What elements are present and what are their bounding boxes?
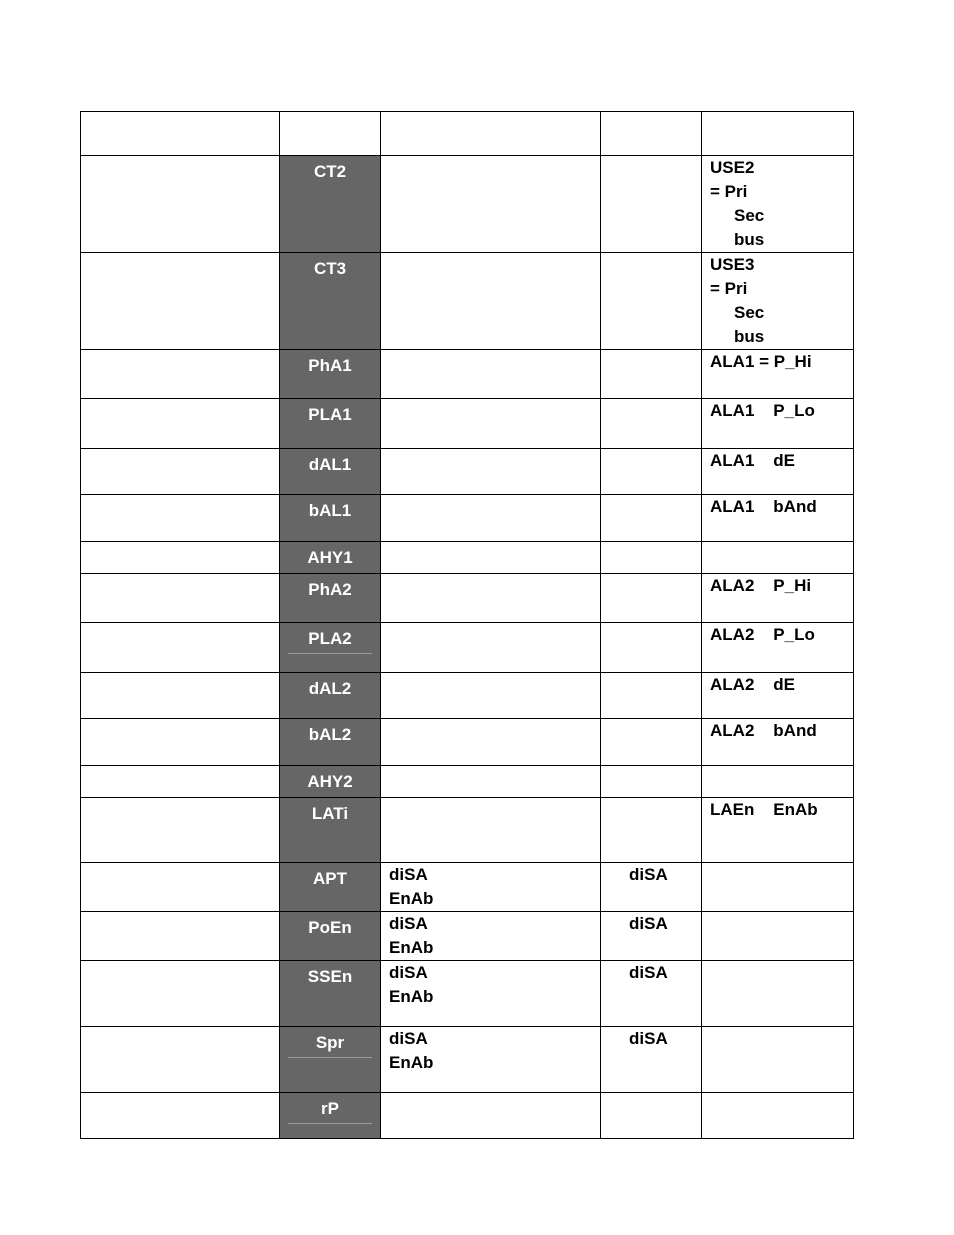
parameter-code-cell [280, 719, 381, 766]
parameter-code: PhA1 [308, 356, 352, 375]
range-cell [381, 156, 601, 253]
visibility-line: = Pri [710, 279, 748, 298]
parameter-code-cell [280, 495, 381, 542]
parameter-code: SSEn [307, 967, 353, 986]
table-row [81, 495, 854, 542]
range-cell [381, 719, 601, 766]
table-row [81, 912, 854, 961]
default-cell [601, 1093, 702, 1139]
visibility-line: ALA2 dE [710, 675, 796, 694]
header-cell-4 [601, 112, 702, 156]
range-option: diSA [389, 914, 428, 933]
table-header-row [81, 112, 854, 156]
default-cell [601, 574, 702, 623]
visibility-line: = Pri [710, 182, 748, 201]
table-row [81, 623, 854, 673]
table-row [81, 673, 854, 719]
table-row [81, 863, 854, 912]
code-underline [288, 653, 372, 654]
visibility-line: Sec [734, 303, 765, 322]
description-cell [81, 449, 280, 495]
table-row [81, 350, 854, 399]
table-row [81, 798, 854, 863]
visibility-line: ALA1 bAnd [710, 497, 817, 516]
description-cell [81, 156, 280, 253]
table-row [81, 719, 854, 766]
default-cell [601, 766, 702, 798]
table-row [81, 1027, 854, 1093]
visibility-cell [702, 574, 854, 623]
visibility-cell [702, 449, 854, 495]
visibility-cell [702, 1027, 854, 1093]
description-cell [81, 673, 280, 719]
default-cell [601, 399, 702, 449]
default-cell [601, 449, 702, 495]
range-option: EnAb [389, 938, 434, 957]
range-cell [381, 961, 601, 1027]
parameter-code-cell [280, 798, 381, 863]
range-option: diSA [389, 963, 428, 982]
parameter-code-cell [280, 156, 381, 253]
description-cell [81, 1027, 280, 1093]
parameter-code-cell [280, 399, 381, 449]
default-cell [601, 961, 702, 1027]
parameter-code-cell [280, 542, 381, 574]
visibility-cell [702, 156, 854, 253]
default-cell [601, 719, 702, 766]
range-option: diSA [389, 1029, 428, 1048]
visibility-cell [702, 399, 854, 449]
visibility-line: ALA1 dE [710, 451, 796, 470]
visibility-cell [702, 253, 854, 350]
visibility-line: LAEn EnAb [710, 800, 818, 819]
range-cell [381, 912, 601, 961]
visibility-line: Sec [734, 206, 765, 225]
default-cell [601, 253, 702, 350]
default-cell [601, 156, 702, 253]
parameter-code-cell [280, 574, 381, 623]
table-row [81, 542, 854, 574]
parameter-code: LATi [311, 804, 349, 823]
parameter-code: PhA2 [308, 580, 352, 599]
visibility-line: USE3 [710, 255, 755, 274]
parameter-code: Spr [315, 1033, 345, 1052]
parameter-table [80, 111, 854, 1139]
visibility-cell [702, 766, 854, 798]
description-cell [81, 253, 280, 350]
range-cell [381, 1093, 601, 1139]
range-cell [381, 253, 601, 350]
default-cell [601, 798, 702, 863]
range-cell [381, 449, 601, 495]
parameter-code-cell [280, 449, 381, 495]
visibility-cell [702, 350, 854, 399]
range-cell [381, 623, 601, 673]
parameter-code-cell [280, 912, 381, 961]
parameter-code: rP [321, 1099, 339, 1118]
parameter-code-cell [280, 253, 381, 350]
description-cell [81, 623, 280, 673]
code-underline [288, 1123, 372, 1124]
parameter-code: dAL2 [308, 679, 352, 698]
range-option: EnAb [389, 889, 434, 908]
description-cell [81, 350, 280, 399]
parameter-code: PLA1 [308, 405, 352, 424]
description-cell [81, 912, 280, 961]
visibility-cell [702, 673, 854, 719]
parameter-code: CT2 [313, 162, 347, 181]
table-row [81, 574, 854, 623]
default-cell [601, 673, 702, 719]
visibility-line: bus [734, 327, 765, 346]
visibility-cell [702, 623, 854, 673]
description-cell [81, 542, 280, 574]
code-underline [288, 1057, 372, 1058]
parameter-code: AHY2 [307, 772, 353, 791]
range-cell [381, 574, 601, 623]
range-cell [381, 542, 601, 574]
parameter-code-cell [280, 623, 381, 673]
parameter-code-cell [280, 766, 381, 798]
default-cell [601, 863, 702, 912]
table-row [81, 961, 854, 1027]
parameter-code-cell [280, 350, 381, 399]
parameter-code: PLA2 [308, 629, 352, 648]
parameter-code: bAL2 [308, 725, 352, 744]
parameter-code-cell [280, 1027, 381, 1093]
range-cell [381, 350, 601, 399]
visibility-cell [702, 495, 854, 542]
visibility-line: USE2 [710, 158, 755, 177]
header-cell-3 [381, 112, 601, 156]
description-cell [81, 961, 280, 1027]
parameter-code: APT [313, 869, 347, 888]
description-cell [81, 719, 280, 766]
visibility-line: ALA2 P_Hi [710, 576, 812, 595]
default-cell [601, 495, 702, 542]
default-cell [601, 350, 702, 399]
table-row [81, 1093, 854, 1139]
visibility-cell [702, 719, 854, 766]
parameter-code-cell [280, 1093, 381, 1139]
default-cell [601, 1027, 702, 1093]
range-cell [381, 1027, 601, 1093]
description-cell [81, 766, 280, 798]
visibility-line: bus [734, 230, 765, 249]
description-cell [81, 798, 280, 863]
default-value: diSA [629, 865, 668, 884]
range-option: EnAb [389, 987, 434, 1006]
default-value: diSA [629, 914, 668, 933]
default-cell [601, 623, 702, 673]
visibility-cell [702, 1093, 854, 1139]
default-cell [601, 542, 702, 574]
visibility-cell [702, 912, 854, 961]
parameter-code-cell [280, 863, 381, 912]
range-cell [381, 766, 601, 798]
description-cell [81, 863, 280, 912]
description-cell [81, 1093, 280, 1139]
visibility-cell [702, 863, 854, 912]
header-cell-2 [280, 112, 381, 156]
range-cell [381, 863, 601, 912]
parameter-code: PoEn [308, 918, 352, 937]
default-cell [601, 912, 702, 961]
table-row [81, 399, 854, 449]
parameter-code-cell [280, 673, 381, 719]
table-row [81, 766, 854, 798]
visibility-line: ALA2 P_Lo [710, 625, 815, 644]
parameter-code: CT3 [313, 259, 347, 278]
range-option: EnAb [389, 1053, 434, 1072]
description-cell [81, 495, 280, 542]
range-cell [381, 399, 601, 449]
parameter-code: dAL1 [308, 455, 352, 474]
description-cell [81, 574, 280, 623]
default-value: diSA [629, 1029, 668, 1048]
parameter-code-cell [280, 961, 381, 1027]
parameter-code: AHY1 [307, 548, 353, 567]
range-option: diSA [389, 865, 428, 884]
header-cell-1 [81, 112, 280, 156]
range-cell [381, 673, 601, 719]
visibility-line: ALA2 bAnd [710, 721, 817, 740]
visibility-line: ALA1 P_Lo [710, 401, 815, 420]
range-cell [381, 495, 601, 542]
default-value: diSA [629, 963, 668, 982]
range-cell [381, 798, 601, 863]
description-cell [81, 399, 280, 449]
visibility-cell [702, 798, 854, 863]
header-cell-5 [702, 112, 854, 156]
table-row [81, 449, 854, 495]
visibility-line: ALA1 = P_Hi [710, 352, 812, 371]
table-row [81, 253, 854, 350]
visibility-cell [702, 961, 854, 1027]
parameter-code: bAL1 [308, 501, 352, 520]
table-row [81, 156, 854, 253]
visibility-cell [702, 542, 854, 574]
